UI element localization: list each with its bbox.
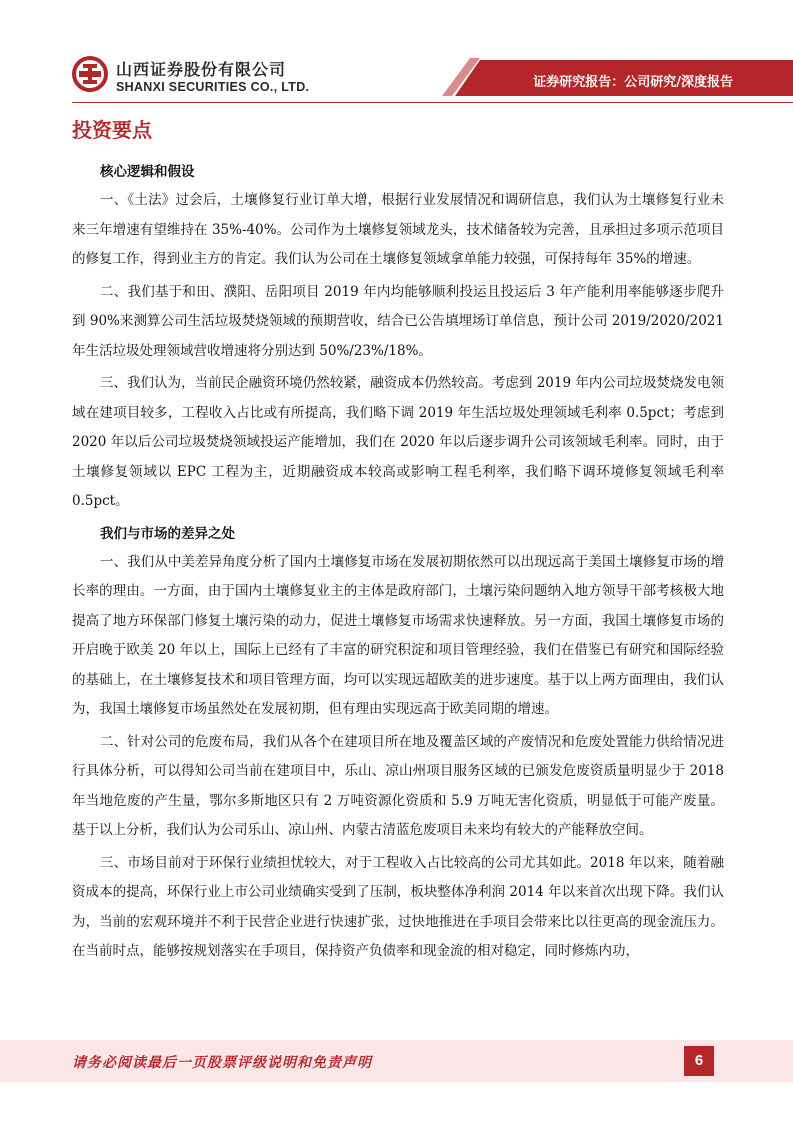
subheading-differences: 我们与市场的差异之处: [100, 525, 235, 542]
paragraph: 一、《土法》过会后，土壤修复行业订单大增，根据行业发展情况和调研信息，我们认为土壤修复行业未来三年增速有望维持在 35%-40%。公司作为土壤修复领域龙头，技术储备较为完善，且承担过多项示范项目的修复工作，得到业主方的肯定。我们认为公司在土壤修复领域拿单能力较强，可保持每年 35%的增速。: [72, 192, 724, 267]
report-type-label: 证券研究报告：公司研究/深度报告: [533, 75, 733, 90]
header-divider: [72, 102, 793, 103]
main-content: [72, 158, 724, 970]
company-name-cn: 山西证券股份有限公司: [116, 60, 287, 79]
paragraph: 三、市场目前对于环保行业绩担忧较大，对于工程收入占比较高的公司尤其如此。2018 年以来，随着融资成本的提高，环保行业上市公司业绩确实受到了压制，板块整体净利润 2014 年以来首次出现下降。我们认为，当前的宏观环境并不利于民营企业进行快速扩张，过快地推进在手项目会带来比以往更高的现金流压力。在当前时点，能够按规划落实在手项目，保持资产负债率和现金流的相对稳定，同时修炼内功，: [72, 854, 724, 959]
company-name-en: SHANXI SECURITIES CO., LTD.: [116, 80, 310, 94]
paragraph: 二、我们基于和田、濮阳、岳阳项目 2019 年内均能够顺利投运且投运后 3 年产能利用率能够逐步爬升到 90%来测算公司生活垃圾焚烧领域的预期营收，结合已公告填埋场订单信息，预计公司 2019/2020/2021 年生活垃圾处理领域营收增速将分别达到 50%/23%/18%。: [72, 283, 724, 359]
page-footer: [0, 1040, 793, 1082]
disclaimer-notice: 请务必阅读最后一页股票评级说明和免责声明: [72, 1055, 372, 1071]
paragraph: 一、我们从中美差异角度分析了国内土壤修复市场在发展初期依然可以出现远高于美国土壤修复市场的增长率的理由。一方面，由于国内土壤修复业主的主体是政府部门，土壤污染问题纳入地方领导干部考核极大地提高了地方环保部门修复土壤污染的动力，促进土壤修复市场需求快速释放。另一方面，我国土壤修复市场的开启晚于欧美 20 年以上，国际上已经有了丰富的研究积淀和项目管理经验，我们在借鉴已有研究和国际经验的基础上，在土壤修复技术和项目管理方面，均可以实现远超欧美的进步速度。基于以上两方面理由，我们认为，我国土壤修复市场虽然处在发展初期，但有理由实现远高于欧美同期的增速。: [72, 553, 724, 717]
subheading-core-logic: 核心逻辑和假设: [100, 164, 195, 180]
page-number: 6: [684, 1046, 714, 1076]
header-band: [0, 0, 793, 110]
paragraph: 三、我们认为，当前民企融资环境仍然较紧，融资成本仍然较高。考虑到 2019 年内公司垃圾焚烧发电领域在建项目较多，工程收入占比或有所提高，我们略下调 2019 年生活垃圾处理领域毛利率 0.5pct；考虑到 2020 年以后公司垃圾焚烧领域投运产能增加，我们在 2020 年以后逐步调升公司该领域毛利率。同时，由于土壤修复领域以 EPC 工程为主，近期融资成本较高或影响工程毛利率，我们略下调环境修复领域毛利率 0.5pct。: [72, 375, 724, 509]
paragraph: 二、针对公司的危废布局，我们从各个在建项目所在地及覆盖区域的产废情况和危废处置能力供给情况进行具体分析，可以得知公司当前在建项目中，乐山、凉山州项目服务区域的已颁发危废资质量明显少于 2018 年当地危废的产生量，鄂尔多斯地区只有 2 万吨资源化资质和 5.9 万吨无害化资质，明显低于可能产废量。基于以上分析，我们认为公司乐山、凉山州、内蒙古清蓝危废项目未来均有较大的产能释放空间。: [72, 733, 724, 838]
section-title: 投资要点: [72, 118, 152, 142]
page-header: [0, 0, 793, 110]
